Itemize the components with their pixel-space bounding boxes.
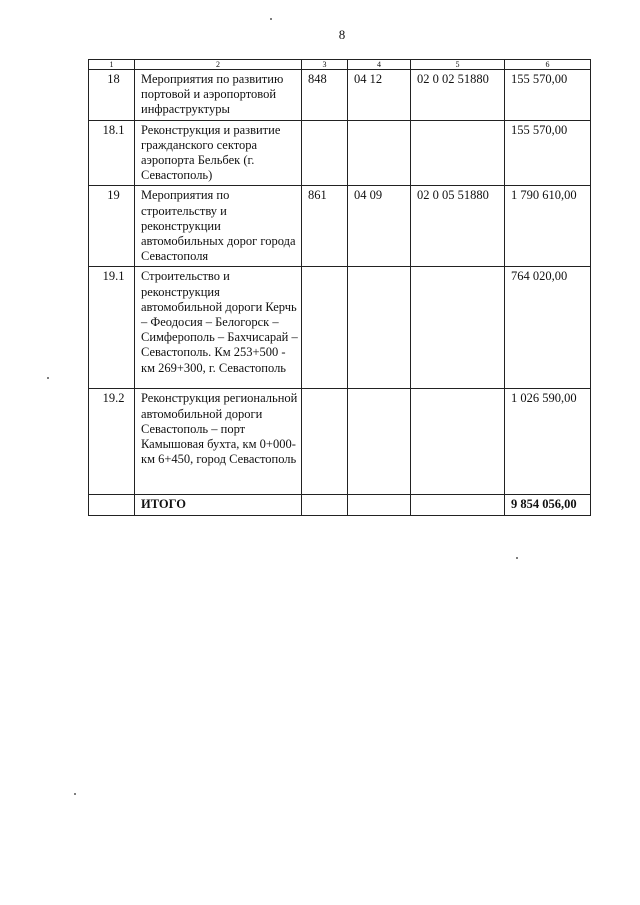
table-row [89,186,591,267]
row-name: Мероприятия по строительству и реконструкции автомобильных дорог города Севастополя [135,186,302,267]
row-code-4: 04 12 [348,70,411,121]
column-number: 3 [302,60,348,70]
row-amount: 155 570,00 [505,120,591,186]
row-code-4 [348,120,411,186]
total-number-cell [89,495,135,515]
total-empty-cell [411,495,505,515]
table-row [89,389,591,495]
row-amount: 764 020,00 [505,267,591,389]
table-row [89,120,591,186]
row-code-5: 02 0 02 51880 [411,70,505,121]
column-number: 2 [135,60,302,70]
total-amount: 9 854 056,00 [505,495,591,515]
row-code-3 [302,120,348,186]
row-number: 19.1 [89,267,135,389]
table-row [89,267,591,389]
row-code-4 [348,267,411,389]
row-code-3: 861 [302,186,348,267]
row-code-5: 02 0 05 51880 [411,186,505,267]
budget-table [88,59,591,516]
table-row [89,70,591,121]
total-empty-cell [348,495,411,515]
row-number: 19.2 [89,389,135,495]
row-name: Мероприятия по развитию портовой и аэропортовой инфраструктуры [135,70,302,121]
column-number: 4 [348,60,411,70]
column-number: 6 [505,60,591,70]
scan-speck [74,793,76,795]
row-name: Реконструкция и развитие гражданского сектора аэропорта Бельбек (г. Севастополь) [135,120,302,186]
scan-speck [516,557,518,559]
row-code-3 [302,389,348,495]
row-amount: 155 570,00 [505,70,591,121]
scan-speck [270,18,272,20]
row-code-4 [348,389,411,495]
row-name: Строительство и реконструкция автомобильной дороги Керчь – Феодосия – Белогорск – Симферополь – Бахчисарай – Севастополь. Км 253+500 - км 269+300, г. Севастополь [135,267,302,389]
total-empty-cell [302,495,348,515]
row-name: Реконструкция региональной автомобильной дороги Севастополь – порт Камышовая бухта, км 0+000-км 6+450, город Севастополь [135,389,302,495]
total-row [89,495,591,515]
row-code-5 [411,389,505,495]
row-code-3 [302,267,348,389]
total-label: ИТОГО [135,495,302,515]
column-number: 1 [89,60,135,70]
row-number: 18.1 [89,120,135,186]
row-code-5 [411,267,505,389]
row-code-4: 04 09 [348,186,411,267]
column-number-row [89,60,591,70]
scan-speck [47,377,49,379]
row-amount: 1 026 590,00 [505,389,591,495]
row-number: 18 [89,70,135,121]
row-code-3: 848 [302,70,348,121]
page-number: 8 [338,27,346,42]
row-amount: 1 790 610,00 [505,186,591,267]
row-number: 19 [89,186,135,267]
row-code-5 [411,120,505,186]
column-number: 5 [411,60,505,70]
